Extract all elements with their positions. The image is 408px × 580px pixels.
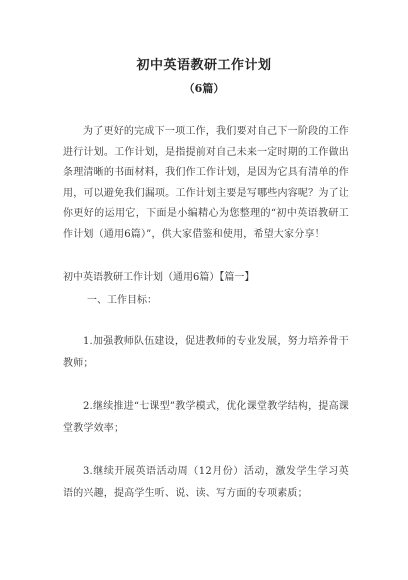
document-title: 初中英语教研工作计划: [136, 58, 272, 73]
goal-paragraph-1: 1.加强教师队伍建设，促进教师的专业发展，努力培养骨干教师；: [63, 336, 349, 369]
goal-paragraph-2: 2.继续推进“七课型”教学模式，优化课堂教学结构，提高课堂教学效率；: [63, 401, 349, 434]
document-subtitle: （6篇）: [183, 82, 225, 95]
section-heading: 初中英语教研工作计划（通用6篇）【篇一】: [63, 272, 255, 283]
goals-heading: 一、工作目标：: [87, 295, 157, 306]
goal-paragraph-3: 3.继续开展英语活动周（12月份）活动，激发学生学习英语的兴趣，提高学生听、说、读、写方面的专项素质；: [63, 466, 349, 499]
intro-paragraph: 为了更好的完成下一项工作，我们要对自己下一阶段的工作进行计划。工作计划，是指提前对自己未来一定时期的工作做出条理清晰的书面材料，我们作工作计划，是因为它具有清单的作用，可以避免我们漏项。工作计划主要是写哪些内容呢？为了让你更好的运用它，下面是小编精心为您整理的“初中英语教研工作计划（通用6篇）”，供大家借鉴和使用，希望大家分享！: [63, 126, 349, 240]
